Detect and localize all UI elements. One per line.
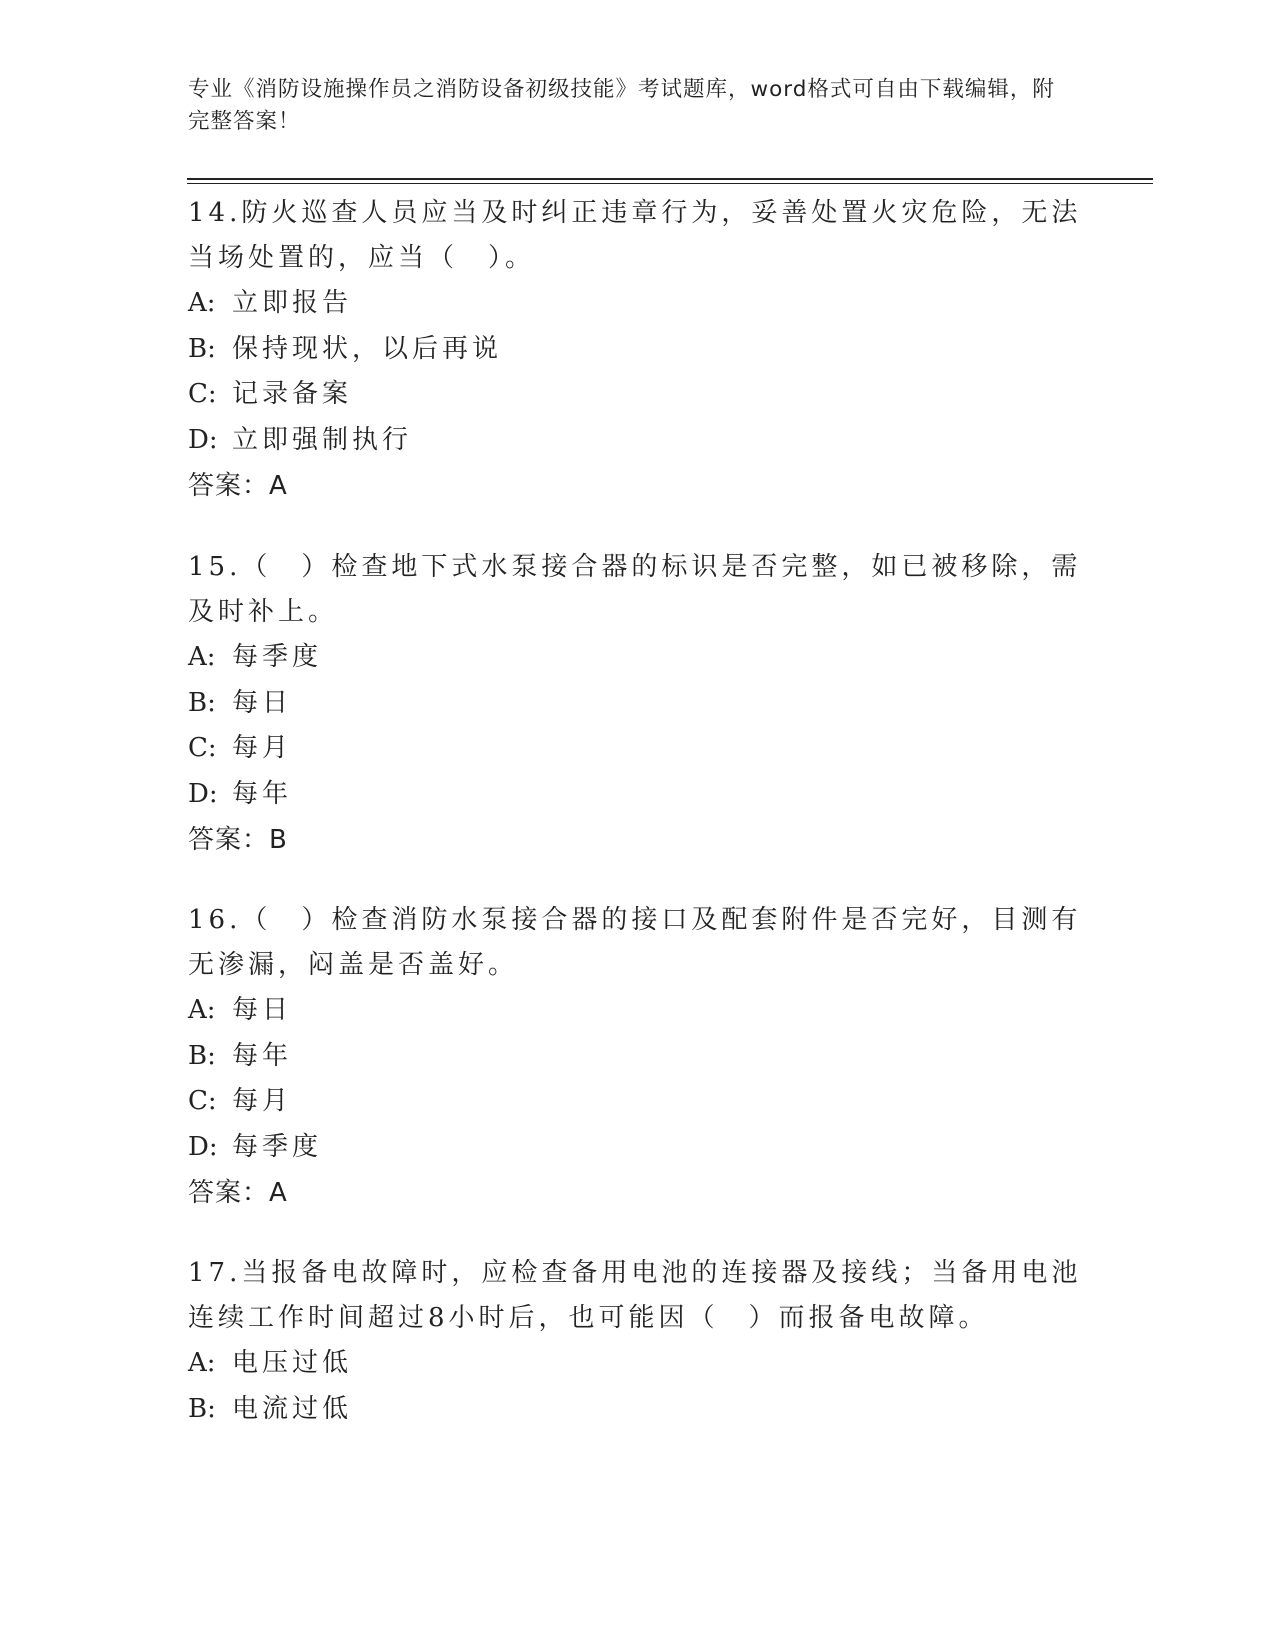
option-text: 记录备案 [232,379,353,409]
option-text: 每日 [232,687,293,718]
answer-line: 答案：B [188,825,288,855]
option-c [188,1079,1088,1125]
option-letter: A: [188,642,216,672]
option-a [188,988,1088,1034]
option-a [188,281,1088,327]
header-divider-thick [187,178,1153,180]
option-letter: A: [188,995,216,1025]
option-d [188,772,1088,818]
option-c [188,726,1088,772]
option-text: 每季度 [232,1131,323,1162]
option-a [188,1341,1088,1387]
option-letter: A: [188,1348,216,1378]
option-text: 电流过低 [232,1393,353,1424]
option-letter: A: [188,288,216,318]
option-letter: C: [188,1086,217,1116]
option-b [188,681,1088,727]
answer-line: 答案：A [188,471,288,501]
option-text: 电压过低 [232,1348,353,1378]
question-14 [188,191,1088,509]
option-text: 立即强制执行 [232,424,413,455]
option-a [188,635,1088,681]
answer-line: 答案：A [188,1178,288,1208]
option-letter: D: [188,424,218,455]
option-text: 保持现状，以后再说 [232,333,503,364]
option-text: 每月 [232,733,293,763]
header-divider-thin [187,183,1153,184]
question-15 [188,545,1088,863]
option-text: 每年 [232,778,293,809]
option-text: 每日 [232,995,293,1025]
option-c [188,372,1088,418]
option-letter: D: [188,1131,218,1162]
option-letter: B: [188,1393,216,1424]
option-letter: B: [188,1040,216,1071]
option-b [188,327,1088,373]
option-d [188,418,1088,464]
question-stem: 15.（ ）检查地下式水泵接合器的标识是否完整，如已被移除，需及时补上。 [188,552,1082,627]
option-letter: B: [188,687,216,718]
question-stem: 14.防火巡查人员应当及时纠正违章行为，妥善处置火灾危险，无法当场处置的，应当（ ）。 [188,198,1082,273]
option-letter: D: [188,778,218,809]
question-17 [188,1251,1088,1432]
option-b [188,1034,1088,1080]
option-d [188,1125,1088,1171]
question-16 [188,898,1088,1216]
question-stem: 16.（ ）检查消防水泵接合器的接口及配套附件是否完好，目测有无渗漏，闷盖是否盖好。 [188,905,1082,980]
option-letter: C: [188,379,217,409]
option-text: 立即报告 [232,288,353,318]
option-text: 每月 [232,1086,293,1116]
document-header: 专业《消防设施操作员之消防设备初级技能》考试题库，word格式可自由下载编辑，附完整答案！ [188,77,1055,134]
option-b [188,1387,1088,1433]
option-letter: C: [188,733,217,763]
option-text: 每年 [232,1040,293,1071]
option-letter: B: [188,333,216,364]
question-stem: 17.当报备电故障时，应检查备用电池的连接器及接线；当备用电池连续工作时间超过8小时后，也可能因（ ）而报备电故障。 [188,1258,1082,1333]
option-text: 每季度 [232,642,323,672]
